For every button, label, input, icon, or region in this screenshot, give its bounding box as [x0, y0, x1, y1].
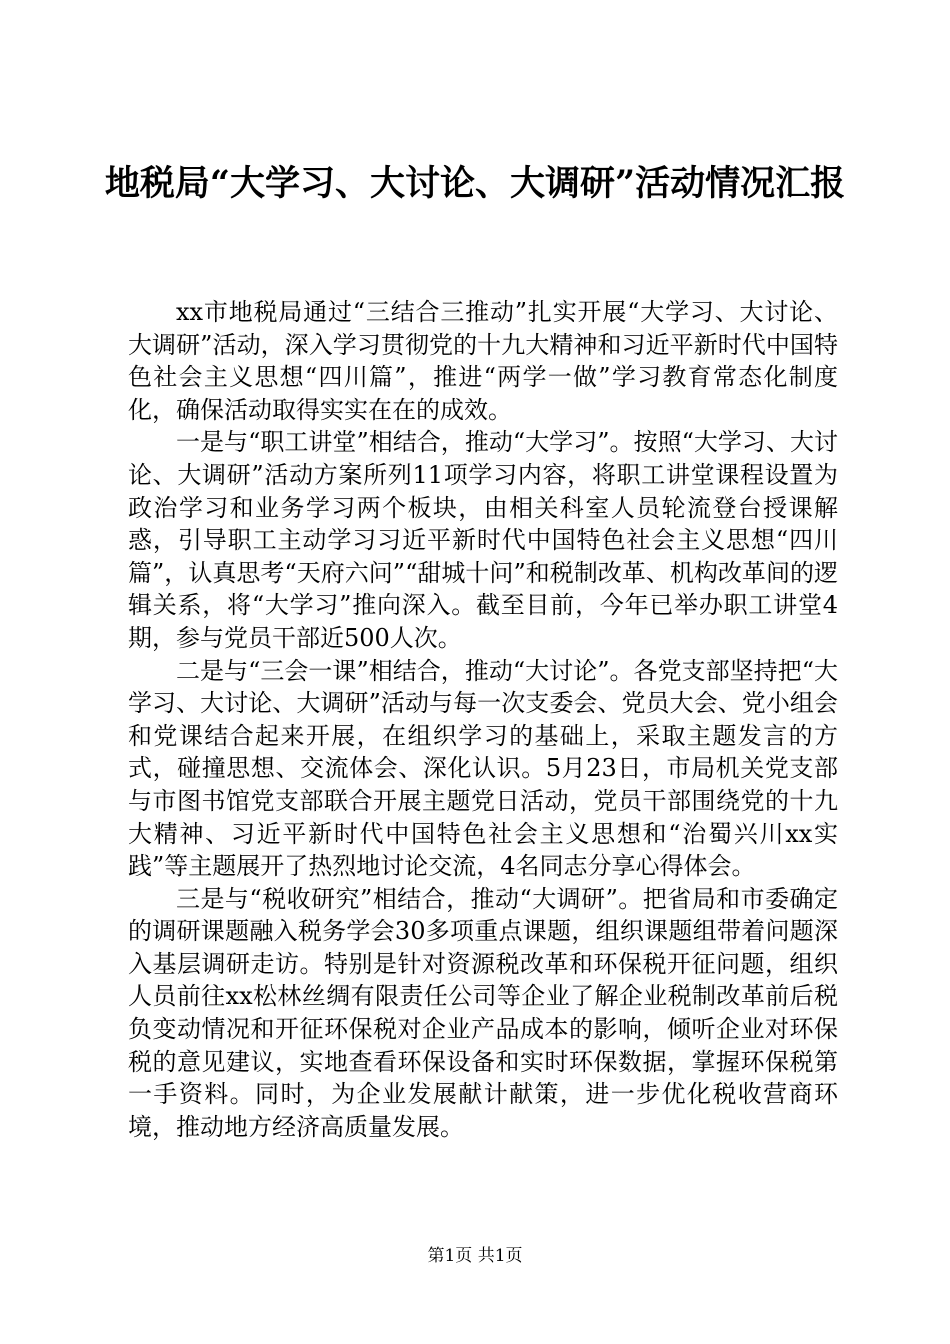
- paragraph-study: 一是与“职工讲堂”相结合，推动“大学习”。按照“大学习、大讨论、大调研”活动方案所列11项学习内容，将职工讲堂课程设置为政治学习和业务学习两个板块，由相关科室人员轮流登台授课解惑，引导职工主动学习习近平新时代中国特色社会主义思想“四川篇”，认真思考“天府六问”“甜城十问”和税制改革、机构改革间的逻辑关系，将“大学习”推向深入。截至目前，今年已举办职工讲堂4期，参与党员干部近500人次。: [128, 428, 838, 652]
- paragraph-discussion: 二是与“三会一课”相结合，推动“大讨论”。各党支部坚持把“大学习、大讨论、大调研”活动与每一次支委会、党员大会、党小组会和党课结合起来开展，在组织学习的基础上，采取主题发言的方式，碰撞思想、交流体会、深化认识。5月23日，市局机关党支部与市图书馆党支部联合开展主题党日活动，党员干部围绕党的十九大精神、习近平新时代中国特色社会主义思想和“治蜀兴川xx实践”等主题展开了热烈地讨论交流，4名同志分享心得体会。: [128, 656, 838, 881]
- page-number-footer: 第1页 共1页: [427, 1246, 523, 1266]
- paragraph-intro: xx市地税局通过“三结合三推动”扎实开展“大学习、大讨论、大调研”活动，深入学习贯彻党的十九大精神和习近平新时代中国特色社会主义思想“四川篇”，推进“两学一做”学习教育常态化制度化，确保活动取得实实在在的成效。: [128, 298, 838, 424]
- paragraph-research: 三是与“税收研究”相结合，推动“大调研”。把省局和市委确定的调研课题融入税务学会30多项重点课题，组织课题组带着问题深入基层调研走访。特别是针对资源税改革和环保税开征问题，组织人员前往xx松林丝绸有限责任公司等企业了解企业税制改革前后税负变动情况和开征环保税对企业产品成本的影响，倾听企业对环保税的意见建议，实地查看环保设备和实时环保数据，掌握环保税第一手资料。同时，为企业发展献计献策，进一步优化税收营商环境，推动地方经济高质量发展。: [128, 884, 838, 1141]
- document-title: 地税局“大学习、大讨论、大调研”活动情况汇报: [104, 163, 846, 204]
- document-body: [128, 296, 838, 1143]
